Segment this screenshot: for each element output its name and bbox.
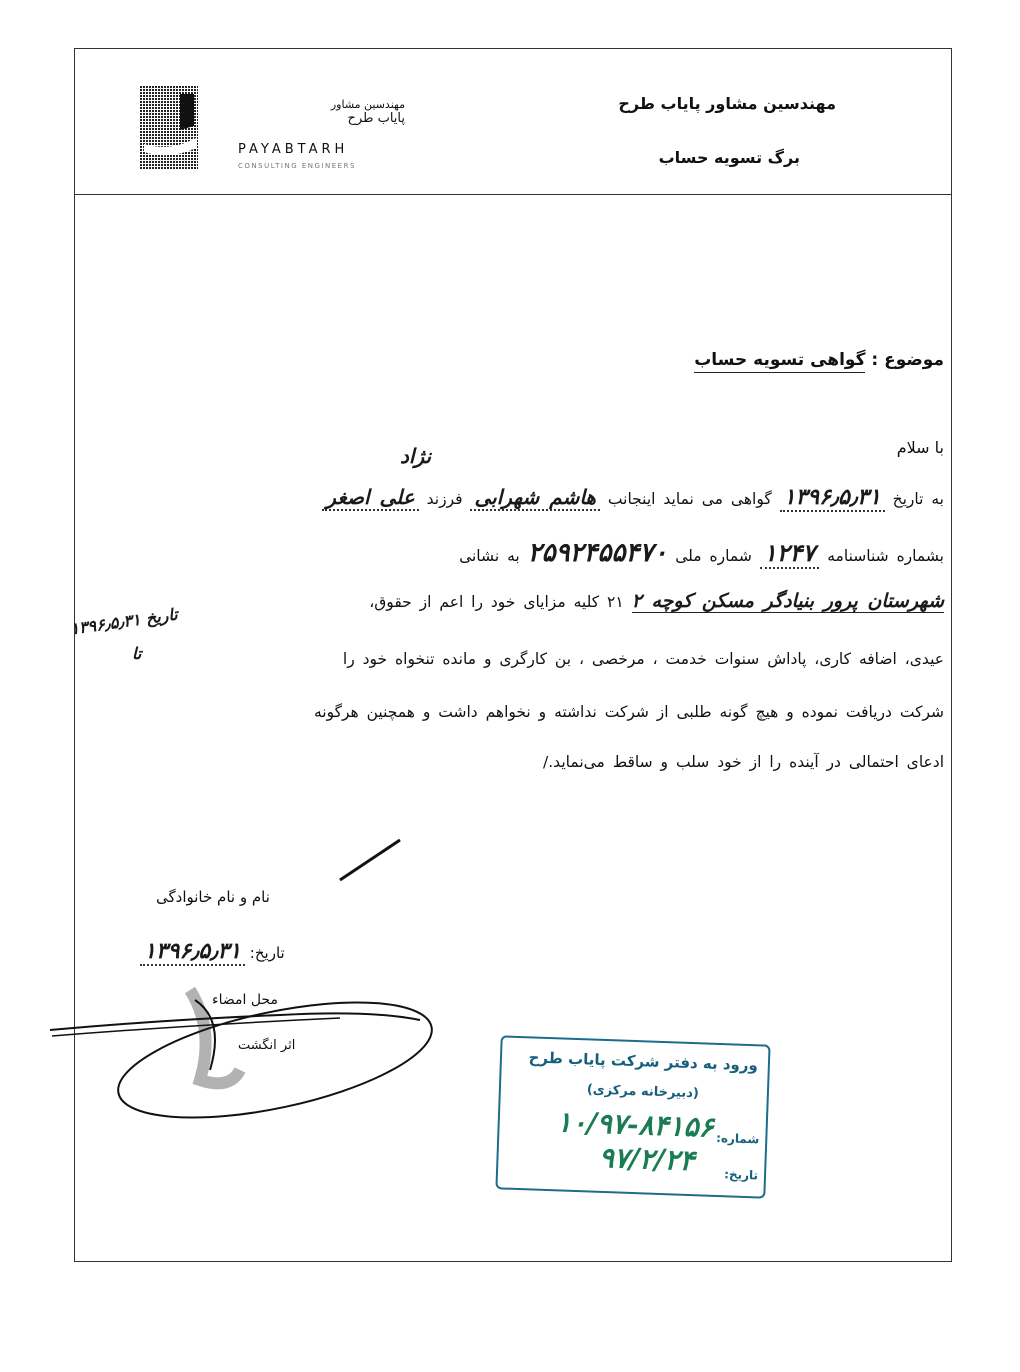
body-line-5: شرکت دریافت نموده و هیچ گونه طلبی از شرکت نداشته و نخواهم داشت و همچنین هرگونه — [313, 703, 944, 721]
id-label: بشماره شناسنامه — [827, 547, 944, 565]
subject-label: موضوع : — [871, 350, 944, 370]
stamp-date-value: ۹۷/۲/۲۴ — [598, 1140, 696, 1178]
handwritten-id-number: ۱۲۴۷ — [760, 538, 820, 569]
handwritten-date: ۱۳۹۶٫۵٫۳۱ — [780, 484, 885, 512]
payabtarh-logo-icon — [140, 86, 198, 170]
signature-scribble-icon — [40, 820, 480, 1120]
handwritten-margin-date: تاریخ ۱۳۹۶٫۵٫۳۱ — [69, 604, 179, 639]
logo-english-subtext: CONSULTING ENGINEERS — [238, 162, 356, 170]
subject-value: گواهی تسویه حساب — [694, 350, 865, 373]
signature-date-line — [140, 938, 285, 966]
stamp-subtitle: (دبیرخانه مرکزی) — [586, 1082, 700, 1102]
logo-english-text: PAYABTARH — [238, 142, 349, 157]
stamp-number-value: ۱۰/۹۷-۸۴۱۵۶ — [556, 1105, 715, 1144]
national-id-label: شماره ملی — [675, 547, 752, 565]
handwritten-national-id: ۲۵۹۲۴۵۵۴۷۰ — [527, 538, 668, 568]
handwritten-signature-date: ۱۳۹۶٫۵٫۳۱ — [140, 938, 245, 966]
stamp-number-label: شماره: — [715, 1130, 760, 1147]
address-number: ۲۱ — [607, 593, 624, 611]
header-divider — [74, 194, 951, 195]
handwritten-name: هاشم شهرابی — [470, 485, 599, 511]
body-line-6: ادعای احتمالی در آینده را از خود سلب و ساقط می‌نماید./ — [543, 753, 944, 771]
stamp-date-label: تاریخ: — [723, 1167, 759, 1183]
subject-line — [694, 350, 944, 370]
body-line-3 — [369, 590, 944, 612]
line3-text: کلیه مزایای خود را اعم از حقوق، — [369, 593, 600, 611]
signature-date-label: تاریخ: — [249, 944, 285, 962]
greeting: با سلام — [896, 438, 944, 457]
logo-fa-line2: پایاب طرح — [347, 111, 405, 126]
line1-child-of: فرزند — [426, 490, 463, 508]
logo-persian-text — [275, 98, 405, 126]
fingerprint-label: اثر انگشت — [238, 1038, 296, 1053]
company-name: مهندسین مشاور پایاب طرح — [618, 94, 836, 113]
body-line-4 — [343, 650, 944, 668]
form-title: برگ تسویه حساب — [658, 148, 800, 167]
handwritten-line4-mark: تا — [132, 644, 142, 663]
handwritten-name-top: نژاد — [400, 444, 432, 468]
line4-text: عیدی، اضافه کاری، پاداش سنوات خدمت ، مرخصی ، بن کارگری و مانده تنخواه خود را — [342, 650, 944, 668]
registry-stamp — [495, 1035, 770, 1198]
line1-prefix: به تاریخ — [892, 490, 944, 508]
name-label: نام و نام خانوادگی — [156, 888, 270, 906]
body-line-2 — [459, 538, 944, 569]
address-label: به نشانی — [459, 547, 520, 565]
handwritten-father-name: علی اصغر — [322, 485, 418, 511]
handwritten-address: شهرستان پرور بنیادگر مسکن کوچه ۲ — [631, 590, 944, 612]
line1-mid: گواهی می نماید اینجانب — [607, 490, 772, 508]
stamp-title: ورود به دفتر شرکت پایاب طرح — [528, 1048, 759, 1075]
seal-label: محل امضاء — [212, 992, 278, 1008]
body-line-1 — [322, 484, 944, 512]
logo-fa-line1: مهندسین مشاور — [330, 98, 405, 111]
